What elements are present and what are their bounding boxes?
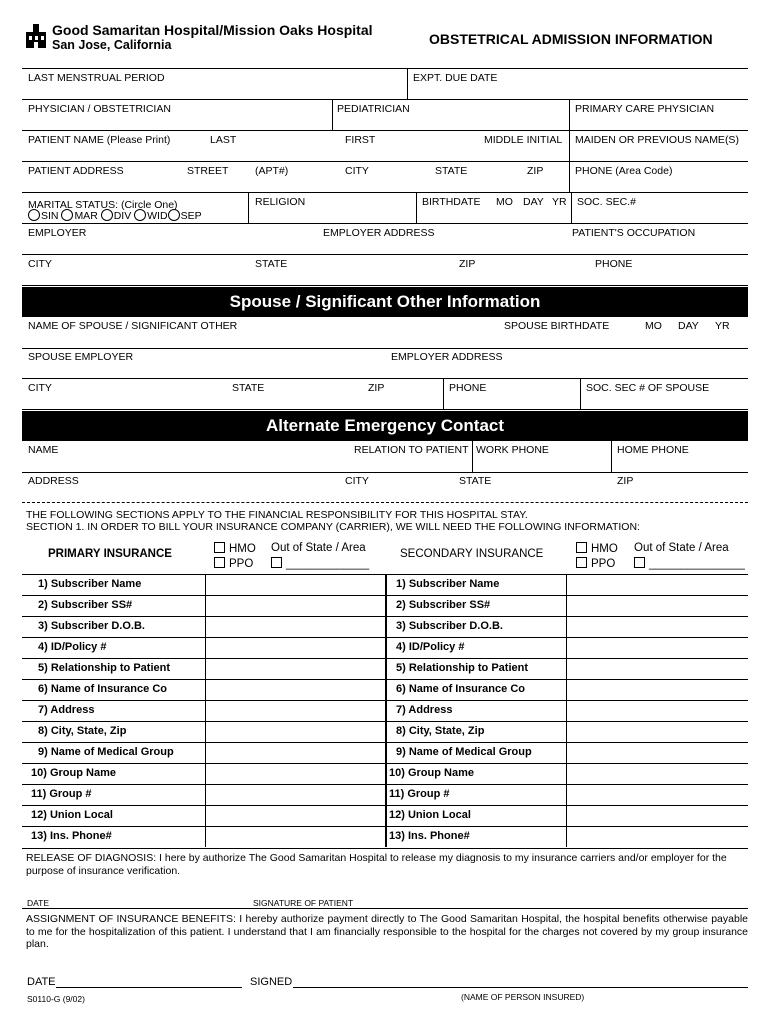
insurance-row-divider: [22, 658, 748, 659]
primary-row-5: 5) Relationship to Patient: [38, 662, 171, 674]
primary-hmo-checkbox[interactable]: HMO: [214, 542, 256, 555]
insurance-row-divider: [22, 826, 748, 827]
checkbox-icon: [271, 557, 282, 568]
pediatrician-label: PEDIATRICIAN: [337, 103, 410, 115]
assignment-date-label: DATE: [27, 976, 56, 988]
contact-relation-label: RELATION TO PATIENT: [354, 444, 469, 456]
secondary-row-9: 9) Name of Medical Group: [396, 746, 532, 758]
date-line[interactable]: [56, 987, 242, 988]
employer-state-label: STATE: [255, 258, 288, 270]
city-label: CITY: [345, 165, 369, 177]
primary-out-of-state-checkbox[interactable]: _____________: [271, 557, 369, 570]
soc-sec-label: SOC. SEC.#: [577, 196, 636, 208]
middle-initial-label: MIDDLE INITIAL: [484, 134, 563, 146]
spouse-birthdate-label: SPOUSE BIRTHDATE: [504, 320, 610, 332]
secondary-ppo-checkbox[interactable]: PPO: [576, 557, 615, 570]
employer-phone-label: PHONE: [595, 258, 633, 270]
state-label: STATE: [435, 165, 468, 177]
checkbox-icon: [576, 557, 587, 568]
checkbox-icon: [214, 542, 225, 553]
secondary-hmo-checkbox[interactable]: HMO: [576, 542, 618, 555]
assignment-signed-label: SIGNED: [250, 976, 293, 988]
primary-row-6: 6) Name of Insurance Co: [38, 683, 167, 695]
primary-care-label: PRIMARY CARE PHYSICIAN: [575, 103, 715, 115]
primary-ppo-checkbox[interactable]: PPO: [214, 557, 253, 570]
spouse-employer-label: SPOUSE EMPLOYER: [28, 351, 134, 363]
primary-out-of-state-label: Out of State / Area: [271, 542, 366, 554]
street-label: STREET: [187, 165, 229, 177]
primary-row-12: 12) Union Local: [31, 809, 113, 821]
insurance-row-divider: [22, 721, 748, 722]
birth-mo-label: MO: [496, 196, 513, 208]
contact-city-label: CITY: [345, 475, 369, 487]
secondary-row-2: 2) Subscriber SS#: [396, 599, 491, 611]
signature-line[interactable]: [293, 987, 748, 988]
form-title: OBSTETRICAL ADMISSION INFORMATION: [429, 31, 713, 47]
hospital-logo: [24, 23, 48, 49]
religion-label: RELIGION: [255, 196, 306, 208]
spouse-yr-label: YR: [715, 320, 730, 332]
insurance-row-divider: [22, 763, 748, 764]
maiden-name-label: MAIDEN OR PREVIOUS NAME(S): [575, 134, 739, 146]
hospital-name: Good Samaritan Hospital/Mission Oaks Hospital: [52, 22, 373, 38]
primary-row-8: 8) City, State, Zip: [38, 725, 127, 737]
primary-row-7: 7) Address: [38, 704, 95, 716]
secondary-out-of-state-label: Out of State / Area: [634, 542, 729, 554]
birthdate-label: BIRTHDATE: [422, 196, 481, 208]
insurance-row-divider: [22, 616, 748, 617]
primary-row-9: 9) Name of Medical Group: [38, 746, 174, 758]
spouse-mo-label: MO: [645, 320, 662, 332]
secondary-row-1: 1) Subscriber Name: [396, 578, 500, 590]
spouse-zip-label: ZIP: [368, 382, 385, 394]
release-date-label: DATE: [27, 898, 50, 908]
patient-name-label: PATIENT NAME (Please Print): [28, 134, 171, 146]
circle-icon: [101, 209, 113, 221]
contact-work-phone-label: WORK PHONE: [476, 444, 549, 456]
insurance-row-divider: [22, 679, 748, 680]
secondary-row-10: 10) Group Name: [389, 767, 474, 779]
insurance-row-divider: [22, 637, 748, 638]
secondary-row-13: 13) Ins. Phone#: [389, 830, 470, 842]
insurance-row-divider: [22, 700, 748, 701]
insurance-row-divider: [22, 742, 748, 743]
spouse-phone-label: PHONE: [449, 382, 487, 394]
spouse-soc-sec-label: SOC. SEC # OF SPOUSE: [586, 382, 710, 394]
checkbox-icon: [576, 542, 587, 553]
primary-row-10: 10) Group Name: [31, 767, 116, 779]
checkbox-icon: [634, 557, 645, 568]
checkbox-icon: [214, 557, 225, 568]
secondary-row-11: 11) Group #: [389, 788, 450, 800]
primary-row-11: 11) Group #: [31, 788, 92, 800]
assignment-text: ASSIGNMENT OF INSURANCE BENEFITS: I hereby authorize payment directly to The Good Samaritan Hospital, the hospital benefits otherwise payable to me for the hospitalization of this patient. I understand that I am financially responsible to the hospital for the charges not covered by my group insurance plan.: [26, 913, 748, 950]
insurance-row-divider: [22, 784, 748, 785]
secondary-row-7: 7) Address: [396, 704, 453, 716]
spouse-city-label: CITY: [28, 382, 52, 394]
apt-label: (APT#): [255, 165, 289, 177]
form-number: S0110-G (9/02): [27, 994, 85, 1004]
release-text: RELEASE OF DIAGNOSIS: I here by authorize The Good Samaritan Hospital to release my diagnosis to my insurance carriers and/or employer for the purpose of insurance verification.: [26, 852, 727, 877]
insurance-row-divider: [22, 805, 748, 806]
contact-zip-label: ZIP: [617, 475, 634, 487]
financial-line-1: THE FOLLOWING SECTIONS APPLY TO THE FINANCIAL RESPONSIBILITY FOR THIS HOSPITAL STAY.: [26, 509, 528, 521]
occupation-label: PATIENT'S OCCUPATION: [572, 227, 696, 239]
employer-city-label: CITY: [28, 258, 52, 270]
secondary-insurance-heading: SECONDARY INSURANCE: [400, 548, 544, 560]
first-label: FIRST: [345, 134, 376, 146]
hospital-location: San Jose, California: [52, 38, 172, 52]
birth-day-label: DAY: [523, 196, 544, 208]
secondary-row-4: 4) ID/Policy #: [396, 641, 465, 653]
marital-options[interactable]: SIN MAR DIV WID SEP: [28, 209, 202, 222]
employer-address-label: EMPLOYER ADDRESS: [323, 227, 435, 239]
secondary-out-of-state-checkbox[interactable]: _______________: [634, 557, 745, 570]
secondary-row-6: 6) Name of Insurance Co: [396, 683, 525, 695]
circle-icon: [134, 209, 146, 221]
contact-name-label: NAME: [28, 444, 59, 456]
emergency-heading: Alternate Emergency Contact: [22, 411, 748, 441]
spouse-day-label: DAY: [678, 320, 699, 332]
spouse-heading: Spouse / Significant Other Information: [22, 287, 748, 317]
circle-icon: [168, 209, 180, 221]
contact-state-label: STATE: [459, 475, 492, 487]
secondary-row-12: 12) Union Local: [389, 809, 471, 821]
primary-row-13: 13) Ins. Phone#: [31, 830, 112, 842]
employer-zip-label: ZIP: [459, 258, 476, 270]
release-signature-label: SIGNATURE OF PATIENT: [253, 898, 354, 908]
spouse-employer-address-label: EMPLOYER ADDRESS: [391, 351, 503, 363]
financial-line-2: SECTION 1. IN ORDER TO BILL YOUR INSURANCE COMPANY (CARRIER), WE WILL NEED THE FOLLOWING INFORMATION:: [26, 521, 640, 533]
name-insured-label: (NAME OF PERSON INSURED): [461, 992, 585, 1002]
lmp-label: LAST MENSTRUAL PERIOD: [28, 72, 165, 84]
primary-row-2: 2) Subscriber SS#: [38, 599, 133, 611]
employer-label: EMPLOYER: [28, 227, 87, 239]
contact-home-phone-label: HOME PHONE: [617, 444, 689, 456]
primary-row-1: 1) Subscriber Name: [38, 578, 142, 590]
due-date-label: EXPT. DUE DATE: [413, 72, 498, 84]
birth-yr-label: YR: [552, 196, 567, 208]
secondary-row-5: 5) Relationship to Patient: [396, 662, 529, 674]
patient-address-label: PATIENT ADDRESS: [28, 165, 124, 177]
secondary-row-3: 3) Subscriber D.O.B.: [396, 620, 503, 632]
zip-label: ZIP: [527, 165, 544, 177]
circle-icon: [28, 209, 40, 221]
circle-icon: [61, 209, 73, 221]
spouse-state-label: STATE: [232, 382, 265, 394]
primary-insurance-heading: PRIMARY INSURANCE: [48, 548, 172, 560]
primary-row-4: 4) ID/Policy #: [38, 641, 107, 653]
physician-label: PHYSICIAN / OBSTETRICIAN: [28, 103, 171, 115]
marital-status-label: MARITAL STATUS: (Circle One): [28, 199, 178, 211]
contact-address-label: ADDRESS: [28, 475, 79, 487]
primary-row-3: 3) Subscriber D.O.B.: [38, 620, 145, 632]
last-label: LAST: [210, 134, 237, 146]
secondary-row-8: 8) City, State, Zip: [396, 725, 485, 737]
phone-area-label: PHONE (Area Code): [575, 165, 673, 177]
spouse-name-label: NAME OF SPOUSE / SIGNIFICANT OTHER: [28, 320, 238, 332]
insurance-row-divider: [22, 595, 748, 596]
